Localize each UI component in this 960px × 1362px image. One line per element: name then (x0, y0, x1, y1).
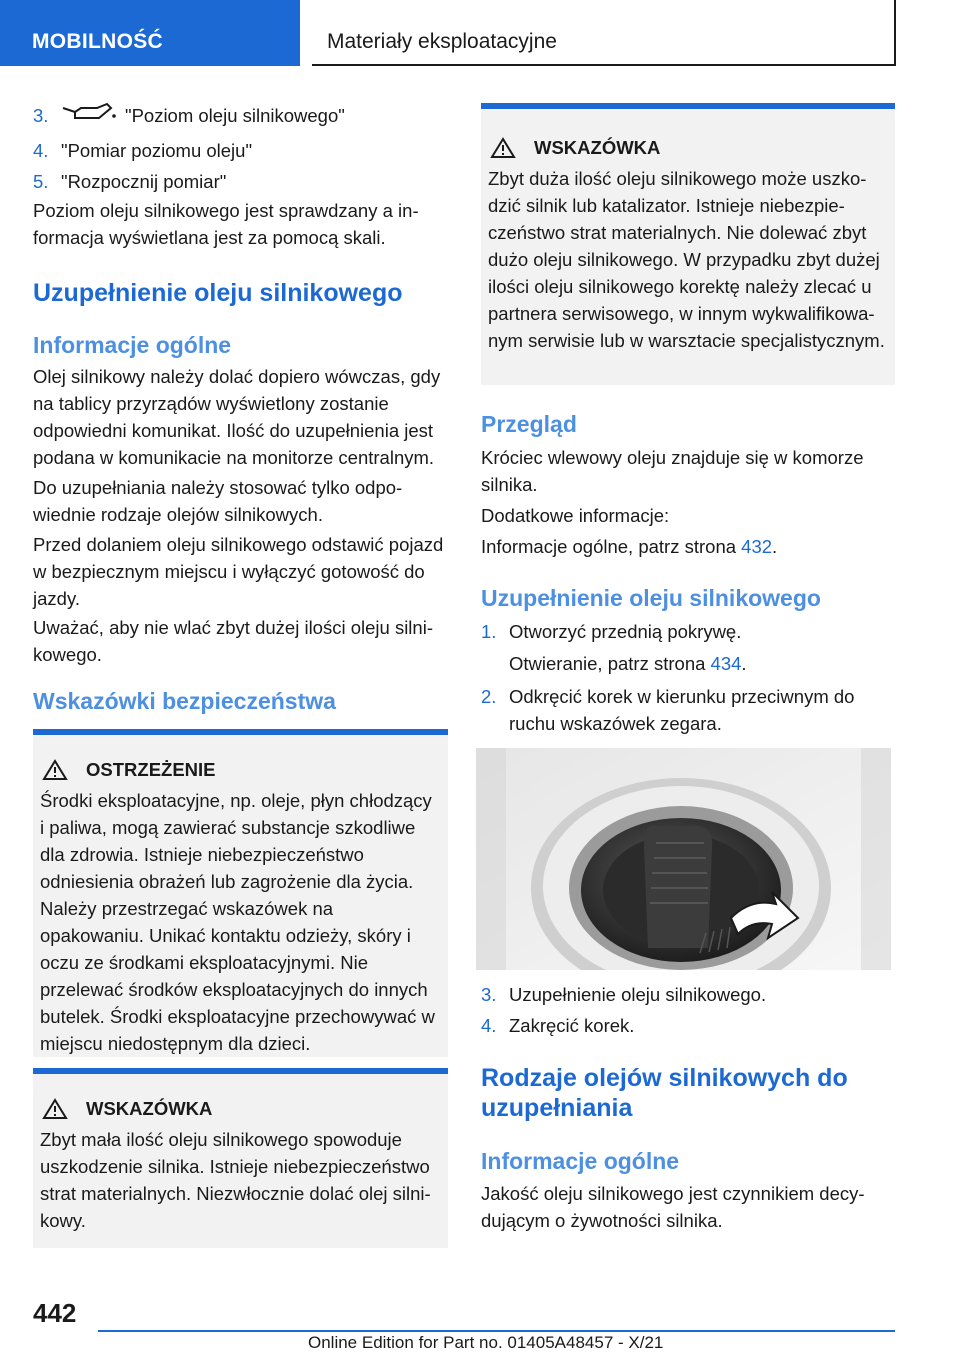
note-title-row (40, 1096, 441, 1122)
subsection-heading: Informacje ogólne (33, 332, 232, 358)
paragraph: Uważać, aby nie wlać zbyt dużej ilości oleju silnikowego. (33, 617, 433, 665)
section-tab: MOBILNOŚĆ (0, 0, 300, 66)
subsection-heading: Przegląd (481, 411, 577, 437)
step-text: Uzupełnienie oleju silnikowego. (509, 984, 767, 1005)
warning-text: Środki eksploatacyjne, np. oleje, płyn chłodzący i paliwa, mogą zawierać substancje szkodliwe dla zdrowia. Istnieje niebezpieczeństwo odniesienia obrażeń lub zagrożenie dla życia. Należy przestrzegać wskazówek na opakowaniu. Unikać kontaktu odzieży, skóry i oczu ze środkami eksploatacyjnymi. Nie przelewać środków eksploatacyjnych do innych butelek. Środki eksploatacyjne przechowywać w miejscu niedostępnym dla dzieci. (40, 790, 435, 1054)
step-text: Otworzyć przednią pokrywę. (509, 621, 742, 642)
oil-can-icon (61, 102, 119, 126)
section-heading: Uzupełnienie oleju silnikowego (33, 279, 403, 307)
paragraph: Jakość oleju silnikowego jest czynnikiem decydującym o żywotności silnika. (481, 1183, 865, 1231)
list-item (481, 618, 895, 645)
paragraph (481, 533, 895, 560)
step-number: 5. (33, 171, 49, 192)
step-text: Odkręcić korek w kierunku przeciwnym do ruchu wskazówek zegara. (509, 686, 855, 734)
step-number: 4. (481, 1015, 497, 1036)
page-link-434[interactable]: 434 (710, 653, 742, 674)
oil-filler-cap-illustration (476, 748, 891, 970)
warning-title: OSTRZEŻENIE (86, 759, 216, 780)
xref-prefix: Informacje ogólne, patrz strona (481, 536, 742, 557)
note-title: WSKAZÓWKA (86, 1098, 213, 1119)
step-number: 3. (481, 984, 497, 1005)
list-item (33, 168, 448, 195)
list-item (481, 981, 895, 1008)
warning-box (33, 729, 448, 1057)
subsection-heading: Uzupełnienie oleju silnikowego (481, 585, 821, 611)
note-box (481, 103, 895, 385)
step-subtext (509, 650, 895, 677)
note-title-row (488, 135, 888, 161)
paragraph: Poziom oleju silnikowego jest sprawdzany a informacja wyświetlana jest za pomocą skali. (33, 200, 419, 248)
step-text: "Pomiar poziomu oleju" (61, 140, 253, 161)
footer-divider (98, 1330, 895, 1332)
page-number: 442 (33, 1298, 77, 1328)
warning-triangle-icon (490, 137, 516, 159)
subsection-heading: Wskazówki bezpieczeństwa (33, 688, 336, 714)
paragraph: Przed dolaniem oleju silnikowego odstawić pojazd w bezpiecznym miejscu i wyłączyć gotowość do jazdy. (33, 534, 444, 609)
step-text: Zakręcić korek. (509, 1015, 635, 1036)
warning-title-row (40, 757, 441, 783)
chapter-title: Materiały eksploatacyjne (312, 0, 896, 66)
step-number: 3. (33, 105, 49, 126)
page-link-432[interactable]: 432 (741, 536, 773, 557)
list-item (481, 683, 895, 737)
note-text: Zbyt mała ilość oleju silnikowego spowoduje uszkodzenie silnika. Istnieje niebezpieczeństwo strat materialnych. Niezwłocznie dolać olej silnikowy. (40, 1129, 431, 1231)
edition-note: Online Edition for Part no. 01405A48457 - X/21 (308, 1333, 664, 1352)
note-box (33, 1068, 448, 1248)
step-number: 2. (481, 686, 497, 707)
warning-triangle-icon (42, 1098, 68, 1120)
xref-suffix: . (772, 536, 778, 557)
xref-suffix: . (741, 653, 747, 674)
paragraph: Olej silnikowy należy dolać dopiero wówczas, gdy na tablicy przyrządów wyświetlony zostanie odpowiedni komunikat. Ilość do uzupełnienia jest podana w komunikacie na monitorze centralnym. (33, 366, 441, 468)
paragraph: Do uzupełniania należy stosować tylko odpowiednie rodzaje olejów silnikowych. (33, 477, 403, 525)
subsection-heading: Informacje ogólne (481, 1148, 680, 1174)
xref-prefix: Otwieranie, patrz strona (509, 653, 711, 674)
step-number: 1. (481, 621, 497, 642)
note-text: Zbyt duża ilość oleju silnikowego może uszkodzić silnik lub katalizator. Istnieje niebezpieczeństwo strat materialnych. Nie dolewać zbyt dużo oleju silnikowego. W przypadku zbyt dużej ilości oleju silnikowego korektę należy zlecać u partnera serwisowego, w innym wykwalifikowanym serwisie lub w warsztacie specjalistycznym. (488, 168, 885, 351)
list-item (481, 1012, 895, 1039)
step-text: "Poziom oleju silnikowego" (125, 105, 345, 126)
list-item (33, 137, 448, 164)
list-item (33, 102, 448, 129)
warning-triangle-icon (42, 759, 68, 781)
step-number: 4. (33, 140, 49, 161)
paragraph: Dodatkowe informacje: (481, 505, 670, 526)
note-title: WSKAZÓWKA (534, 137, 661, 158)
section-heading: Rodzaje olejów silnikowych do uzupełniania (481, 1064, 848, 1122)
step-text: "Rozpocznij pomiar" (61, 171, 227, 192)
paragraph: Króciec wlewowy oleju znajduje się w komorze silnika. (481, 447, 864, 495)
